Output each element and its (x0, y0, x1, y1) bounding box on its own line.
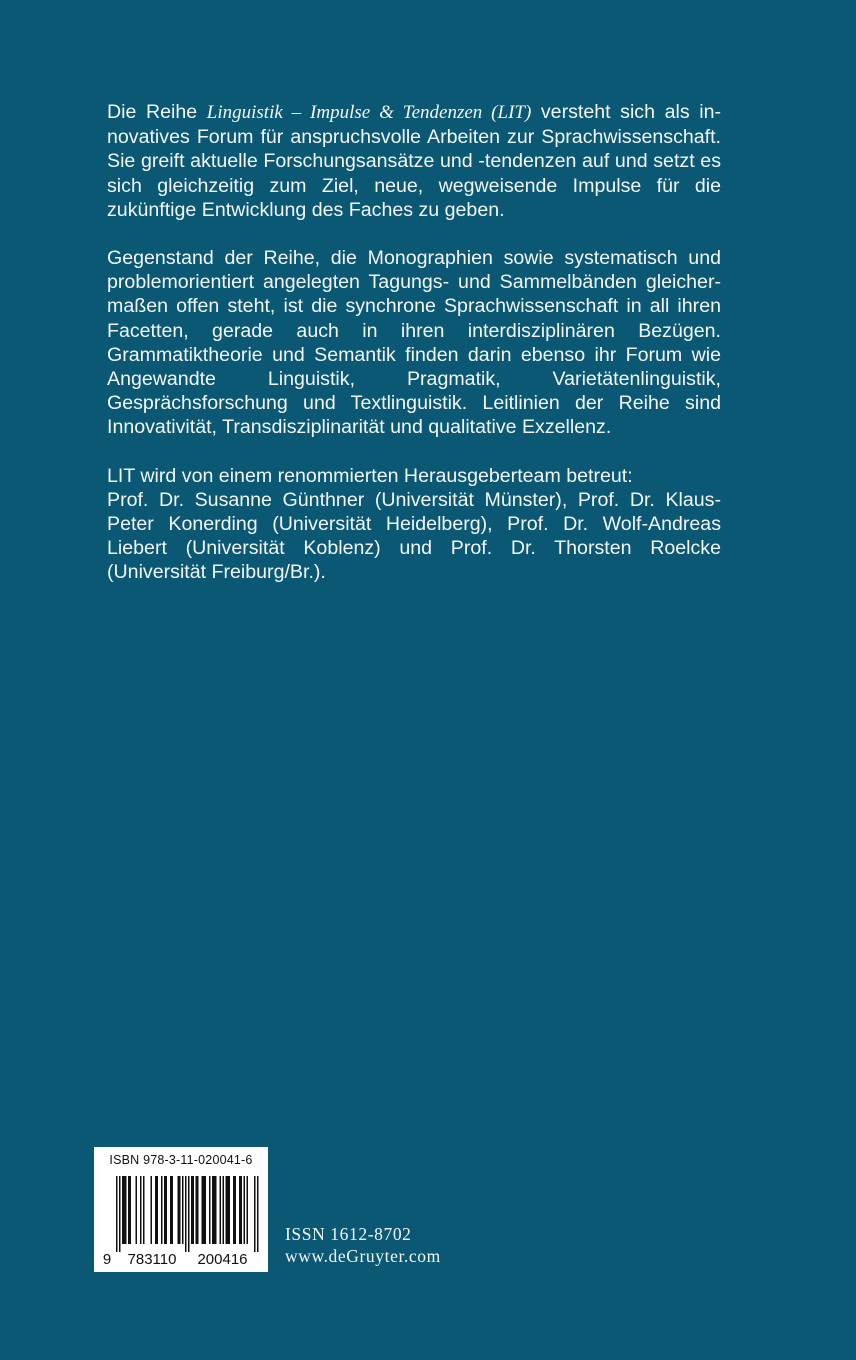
barcode-bar (196, 1176, 198, 1244)
barcode-bar (140, 1176, 142, 1244)
barcode-bar (125, 1176, 127, 1244)
barcode-bar (130, 1176, 132, 1244)
barcode-box (94, 1147, 268, 1272)
barcode-bar (116, 1176, 118, 1252)
barcode-digits: 9 (102, 1251, 112, 1268)
barcode-bar (188, 1176, 190, 1252)
barcode-bar (257, 1176, 259, 1252)
blurb-paragraph-2: Gegenstand der Reihe, die Monographien sowie systematisch und problemorientiert angelegten Tagungs- und Sammelbänden gleichermaßen offen steht, ist die synchrone Sprachwissenschaft in all ihren Facetten, gerade auch in ihren interdisziplinären Bezügen. Grammatiktheorie und Semantik finden darin ebenso ihr Forum wie Angewandte Linguistik, Pragmatik, Varietätenlinguistik, Gesprächsforschung und Textlinguistik. Leitlinien der Reihe sind Innovativität, Transdisziplinarität und qualitative Exzellenz. (107, 247, 721, 439)
barcode-bar (197, 1176, 199, 1244)
barcode-bar (143, 1176, 145, 1244)
barcode-bar (229, 1176, 231, 1244)
barcode-bar (241, 1176, 243, 1244)
paragraph-1-intro: Die Reihe (107, 101, 207, 123)
barcode-bar (220, 1176, 222, 1244)
barcode-digits: 783110 (127, 1251, 177, 1268)
barcode-bar (185, 1176, 187, 1252)
barcode-bar (226, 1176, 228, 1244)
blurb-paragraph-1 (107, 100, 721, 222)
barcode-bar (136, 1176, 138, 1244)
barcode-bar (193, 1176, 195, 1244)
barcode-bar (119, 1176, 121, 1252)
barcode-bar (179, 1176, 181, 1244)
website-link[interactable]: www.deGruyter.com (285, 1246, 441, 1266)
editors-list: Prof. Dr. Susanne Günthner (Universität Münster), Prof. Dr. Klaus-Peter Konerding (Universität Heidelberg), Prof. Dr. Wolf-Andreas Liebert (Universität Koblenz) und Prof. Dr. Thorsten Roelcke (Universität Freiburg/Br.). (107, 488, 721, 584)
barcode-bar (166, 1176, 168, 1244)
barcode-bar (191, 1176, 193, 1244)
barcode-bar (157, 1176, 159, 1244)
barcode-bar (202, 1176, 204, 1244)
barcode-bar (209, 1176, 211, 1244)
paragraph-1-body: versteht sich als innovatives Forum für anspruchsvolle Arbeiten zur Sprachwissenschaft. Sie greift aktuelle Forschungsansätze und -tendenzen auf und setzt es sich gleichzeitig zum Ziel, neue, wegweisende Impulse für die zukünftige Entwicklung des Faches zu geben. (107, 101, 721, 221)
barcode-bar (205, 1176, 207, 1244)
blurb (107, 100, 721, 609)
barcode-bar (203, 1176, 205, 1244)
barcode-bar (235, 1176, 237, 1244)
series-title: Linguistik – Impulse & Tendenzen (LIT) (206, 102, 532, 123)
barcode-bar (122, 1176, 124, 1244)
barcode-bar (214, 1176, 216, 1244)
barcode-bar (227, 1176, 229, 1244)
barcode-bar (172, 1176, 174, 1244)
barcode-bar (244, 1176, 246, 1244)
barcode-bar (155, 1176, 157, 1244)
barcode-bar (182, 1176, 184, 1244)
barcode-bar (254, 1176, 256, 1252)
barcode-bar (239, 1176, 241, 1244)
barcode-bar (247, 1176, 249, 1244)
barcode-bar (178, 1176, 180, 1244)
barcode-bar (124, 1176, 126, 1244)
barcode-bar (151, 1176, 153, 1244)
barcode-bar (170, 1176, 172, 1244)
barcode-bar (233, 1176, 235, 1244)
isbn-label: ISBN 978-3-11-020041-6 (109, 1153, 253, 1167)
editors-intro: LIT wird von einem renommierten Herausgeberteam betreut: (107, 464, 633, 487)
barcode-bar (128, 1176, 130, 1244)
blurb-paragraph-3 (107, 464, 721, 585)
barcode-digits: 200416 (197, 1251, 248, 1268)
barcode-bar (223, 1176, 225, 1244)
issn: ISSN 1612-8702 (285, 1224, 412, 1244)
barcode-bar (215, 1176, 217, 1244)
barcode-bar (212, 1176, 214, 1244)
barcode-bar (164, 1176, 166, 1244)
publisher-info (285, 1223, 441, 1267)
barcode (94, 1175, 268, 1272)
barcode-bar (161, 1176, 163, 1244)
